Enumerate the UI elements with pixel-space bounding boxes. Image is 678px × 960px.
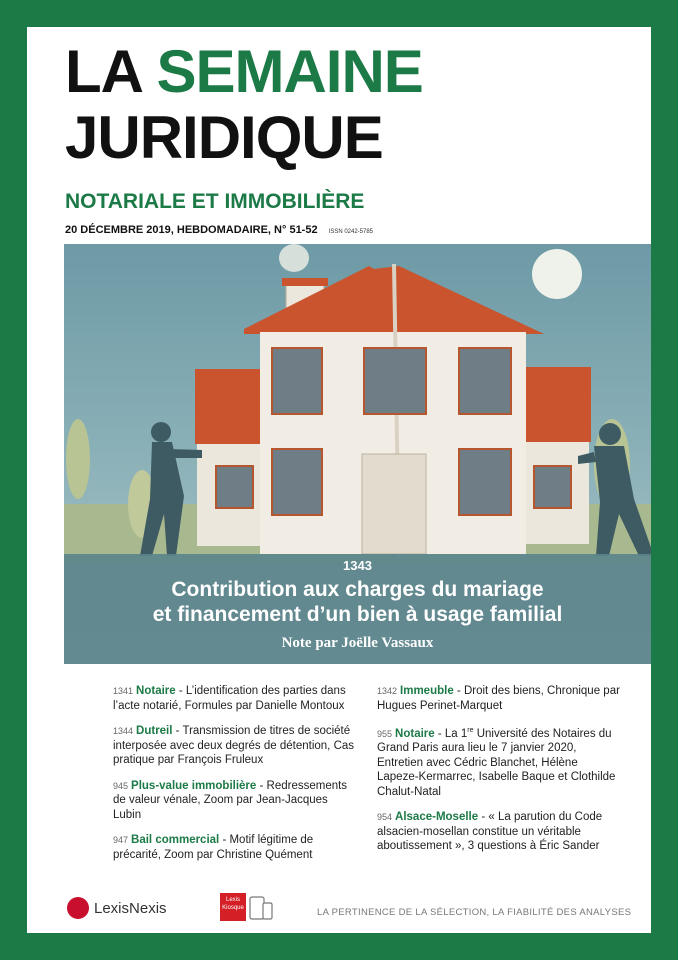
item-superscript: re	[467, 727, 474, 734]
left-summary-column	[113, 684, 358, 873]
item-text: - Redressements de valeur vénale, Zoom par Jean-Jacques Lubin	[113, 779, 348, 821]
masthead-line-1	[65, 38, 423, 105]
magazine-cover	[27, 27, 651, 933]
devices-icon	[249, 895, 273, 921]
summary-item[interactable]	[113, 833, 358, 862]
summary-item[interactable]	[377, 810, 622, 854]
cover-story-title-line-2: et financement d’un bien à usage familial	[152, 603, 563, 626]
item-keyword: Immeuble	[400, 685, 454, 697]
item-text-prefix: - La 1	[434, 727, 468, 740]
item-number: 945	[113, 780, 129, 791]
item-keyword: Plus-value immobilière	[131, 779, 257, 792]
lexisnexis-logo[interactable]	[67, 896, 167, 920]
lexisnexis-globe-icon	[67, 897, 89, 919]
masthead-la: LA	[65, 38, 141, 105]
summary-item[interactable]	[113, 684, 358, 713]
kiosque-line-1: Lexis	[225, 897, 240, 903]
item-number: 1341	[113, 686, 134, 696]
item-number: 947	[113, 835, 129, 845]
masthead-subtitle: NOTARIALE ET IMMOBILIÈRE	[65, 190, 365, 213]
kiosque-line-2: Kiosque	[222, 905, 244, 911]
right-summary-column	[377, 684, 622, 865]
sun-shape	[532, 249, 582, 299]
item-text: - Motif légitime de précarité, Zoom par Christine Quément	[113, 834, 314, 861]
cover-story-author: Note par Joëlle Vassaux	[281, 635, 434, 651]
item-text: - Droit des biens, Chronique par Hugues Perinet-Marquet	[377, 685, 620, 712]
summary-item[interactable]	[113, 724, 358, 768]
cover-illustration	[64, 244, 651, 664]
cover-story-number: 1343	[343, 558, 372, 573]
item-keyword: Notaire	[395, 727, 435, 740]
masthead-semaine: SEMAINE	[156, 38, 423, 105]
summary-item[interactable]	[377, 724, 622, 799]
cover-story-title-line-1: Contribution aux charges du mariage	[171, 578, 544, 601]
item-text: - L’identification des parties dans l’acte notarié, Formules par Danielle Montoux	[113, 685, 346, 712]
item-keyword: Bail commercial	[131, 834, 220, 846]
item-number: 955	[377, 728, 393, 739]
masthead-juridique: JURIDIQUE	[65, 104, 383, 171]
footer-tagline: LA PERTINENCE DE LA SÉLECTION, LA FIABILITÉ DES ANALYSES	[317, 907, 632, 918]
item-text: Université des Notaires du Grand Paris aura lieu le 7 janvier 2020, Entretien avec Cédric Blanchet, Hélène Lapeze-Kermarrec, Isabelle Baque et Clothilde Chalut-Natal	[377, 727, 616, 798]
summary-item[interactable]	[113, 779, 358, 823]
issn-number: ISSN 0242-5785	[328, 229, 374, 235]
item-keyword: Alsace-Moselle	[395, 811, 479, 824]
item-keyword: Dutreil	[136, 725, 173, 737]
issue-date: 20 DÉCEMBRE 2019, HEBDOMADAIRE, N° 51-52	[65, 224, 318, 236]
issue-dateline	[65, 224, 373, 236]
item-text: - « La parution du Code alsacien-mosellan constitue un véritable aboutissement », 3 questions à Éric Sander	[377, 811, 603, 853]
lexisnexis-wordmark: LexisNexis	[94, 899, 167, 917]
item-keyword: Notaire	[136, 685, 176, 697]
item-number: 954	[377, 812, 393, 823]
summary-item[interactable]	[377, 684, 622, 713]
item-number: 1344	[113, 726, 134, 736]
item-number: 1342	[377, 686, 398, 696]
lexis-kiosque-badge[interactable]	[220, 893, 246, 921]
cover-story-title	[64, 577, 651, 627]
item-text: - Transmission de titres de société interposée avec deux degrés de détention, Cas pratique par François Fruleux	[113, 725, 355, 766]
cover-story-band	[64, 554, 651, 664]
